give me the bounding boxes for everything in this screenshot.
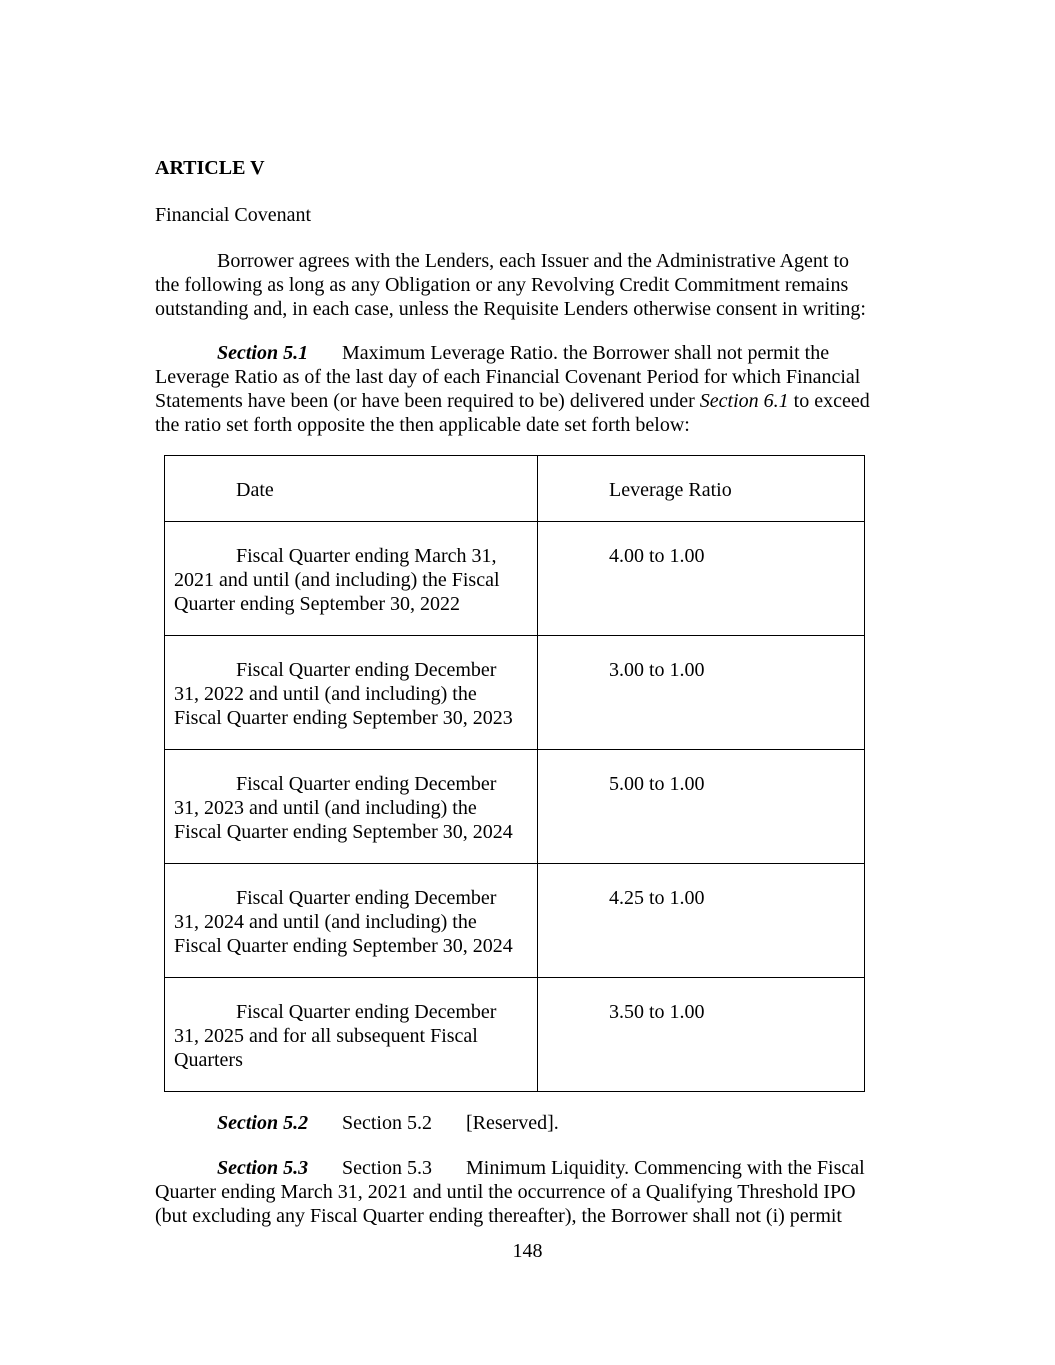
- date-line: 31, 2022 and until (and including) the: [174, 683, 477, 705]
- date-cell: [165, 978, 538, 1092]
- date-line: 2021 and until (and including) the Fiscal: [174, 569, 500, 591]
- page-number: 148: [512, 1240, 543, 1262]
- date-line: Fiscal Quarter ending December: [236, 887, 497, 909]
- section-5-3-line: (but excluding any Fiscal Quarter ending thereafter), the Borrower shall not (i) permit: [155, 1205, 842, 1227]
- date-line: 31, 2025 and for all subsequent Fiscal: [174, 1025, 478, 1047]
- ratio-cell: [538, 522, 865, 636]
- date-line: Fiscal Quarter ending September 30, 2023: [174, 707, 513, 729]
- section-5-1-line: [217, 341, 829, 365]
- date-line: 31, 2023 and until (and including) the: [174, 797, 477, 819]
- date-line: Fiscal Quarter ending September 30, 2024: [174, 935, 513, 957]
- date-line: Fiscal Quarter ending March 31,: [236, 545, 497, 567]
- date-line: Quarter ending September 30, 2022: [174, 593, 461, 615]
- ratio-value: 5.00 to 1.00: [609, 773, 705, 795]
- header-date: Date: [236, 479, 274, 501]
- section-5-1-text: to exceed: [788, 390, 870, 412]
- intro-line: outstanding and, in each case, unless the Requisite Lenders otherwise consent in writing:: [155, 298, 866, 320]
- table-header-row: [165, 456, 865, 522]
- date-line: Quarters: [174, 1049, 243, 1071]
- table-row: [165, 750, 865, 864]
- ratio-cell: [538, 750, 865, 864]
- table-header-cell: [165, 456, 538, 522]
- date-cell: [165, 636, 538, 750]
- section-5-1-line: the ratio set forth opposite the then applicable date set forth below:: [155, 414, 690, 436]
- section-5-1-line: Leverage Ratio as of the last day of each Financial Covenant Period for which Financial: [155, 366, 861, 388]
- section-5-3-title: Minimum Liquidity. Commencing with the Fiscal: [466, 1157, 865, 1179]
- date-line: Fiscal Quarter ending December: [236, 659, 497, 681]
- section-5-2-text: [Reserved].: [466, 1112, 559, 1134]
- article-heading: ARTICLE V: [155, 157, 265, 179]
- table-header-cell: [538, 456, 865, 522]
- section-5-1-line: [155, 389, 870, 413]
- section-5-3-line: [217, 1156, 865, 1180]
- section-5-2-number: Section 5.2: [342, 1112, 432, 1134]
- section-5-1-label: Section 5.1: [217, 342, 309, 364]
- ratio-cell: [538, 636, 865, 750]
- intro-line: Borrower agrees with the Lenders, each Issuer and the Administrative Agent to: [217, 250, 850, 272]
- ratio-cell: [538, 864, 865, 978]
- table-row: [165, 522, 865, 636]
- ratio-value: 4.00 to 1.00: [609, 545, 705, 567]
- date-cell: [165, 864, 538, 978]
- section-5-3-line: Quarter ending March 31, 2021 and until the occurrence of a Qualifying Threshold IPO: [155, 1181, 856, 1203]
- ratio-value: 3.00 to 1.00: [609, 659, 705, 681]
- date-cell: [165, 522, 538, 636]
- section-5-2-label: Section 5.2: [217, 1112, 309, 1134]
- section-5-1-text: Statements have been (or have been required to be) delivered under: [155, 390, 700, 412]
- section-5-3-number: Section 5.3: [342, 1157, 432, 1179]
- intro-line: the following as long as any Obligation or any Revolving Credit Commitment remains: [155, 274, 849, 296]
- date-line: Fiscal Quarter ending December: [236, 1001, 497, 1023]
- table-row: [165, 864, 865, 978]
- ratio-value: 4.25 to 1.00: [609, 887, 705, 909]
- ratio-value: 3.50 to 1.00: [609, 1001, 705, 1023]
- section-6-1-reference: Section 6.1: [699, 390, 789, 412]
- date-cell: [165, 750, 538, 864]
- leverage-ratio-table: [164, 455, 865, 1092]
- table-row: [165, 636, 865, 750]
- date-line: 31, 2024 and until (and including) the: [174, 911, 477, 933]
- date-line: Fiscal Quarter ending September 30, 2024: [174, 821, 513, 843]
- section-5-1-title: Maximum Leverage Ratio. the Borrower shall not permit the: [342, 342, 830, 364]
- section-5-3-label: Section 5.3: [217, 1157, 309, 1179]
- article-subheading: Financial Covenant: [155, 204, 312, 226]
- section-5-2-line: [217, 1111, 559, 1135]
- ratio-cell: [538, 978, 865, 1092]
- date-line: Fiscal Quarter ending December: [236, 773, 497, 795]
- header-leverage-ratio: Leverage Ratio: [609, 479, 732, 501]
- table-row: [165, 978, 865, 1092]
